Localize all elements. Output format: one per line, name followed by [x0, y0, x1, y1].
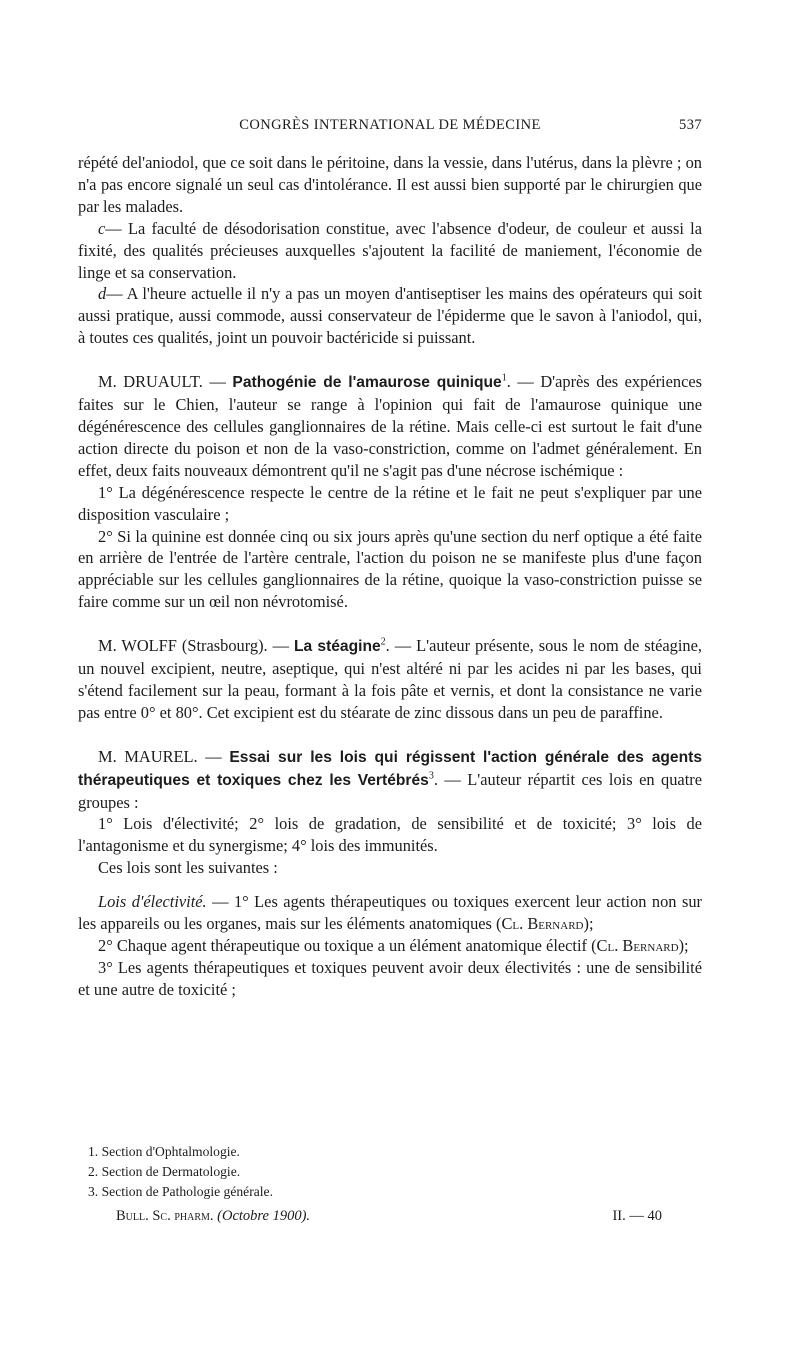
wolff-place: (Strasbourg). —: [176, 636, 294, 656]
maurel-law-2: [78, 935, 702, 957]
law-1-text: — 1° Les agents thérapeutiques ou toxiques exercent leur action non sur les appareils ou les organes, mais sur les éléments anatomiques (: [78, 892, 702, 934]
running-title: CONGRÈS INTERNATIONAL DE MÉDECINE: [239, 117, 541, 133]
law-label: Lois d'électivité.: [98, 892, 207, 912]
journal-date: (Octobre 1900).: [217, 1208, 311, 1224]
wolff-author: M. WOLFF: [98, 636, 177, 656]
druault-point-2: 2° Si la quinine est donnée cinq ou six jours après qu'une section du nerf optique a été faite en arrière de l'entrée de l'artère centrale, l'action du poison ne se manifeste plus d'une façon appréciable sur les cellules ganglionnaires de la rétine, quoique la vaso-constriction puisse se faire comme sur un œil non névrotomisé.: [78, 526, 702, 612]
wolff-title: La stéagine: [293, 638, 381, 656]
label-c: c: [98, 218, 106, 238]
wolff-text: . — L'auteur présente, sous le nom de stéagine, un nouvel excipient, neutre, aseptique, qui n'est altéré ni par les acides ni par les bases, qui s'étend facilement sur la peau, formant à la fois pâte et vernis, et dont la consistance ne varie pas entre 0° et 80°. Cet excipient est du stéarate de zinc dissous dans un peu de paraffine.: [78, 636, 702, 722]
druault-abstract: [78, 371, 702, 482]
druault-text: . — D'après des expériences faites sur le Chien, l'auteur se range à l'opinion qui fait de l'amaurose quinique une dégénérescence des cellules ganglionnaires de la rétine. Mais celle-ci est surtout le fait d'une action directe du poison et non de la vaso-constriction, comme on l'admet généralement. En effet, deux faits nouveaux démontrent qu'il ne s'agit pas d'une nécrose ischémique :: [78, 372, 703, 480]
label-d: d: [98, 284, 107, 304]
footnote-2: 2. Section de Dermatologie.: [88, 1164, 241, 1179]
text-d: — A l'heure actuelle il n'y a pas un moyen d'antiseptiser les mains des opérateurs qui soit aussi pratique, aussi commode, aussi conservateur de l'épiderme que le savon à l'aniodol, qui, à toutes ces qualités, joint un pouvoir bactéricide si puissant.: [78, 284, 702, 348]
druault-title: Pathogénie de l'amaurose quinique: [232, 374, 502, 392]
druault-author: M. DRUAULT.: [98, 372, 203, 392]
maurel-abstract: [78, 746, 702, 814]
maurel-intro: Ces lois sont les suivantes :: [98, 858, 278, 878]
footnote-1: 1. Section d'Ophtalmologie.: [88, 1144, 240, 1159]
law-1-ref: Cl. Bernard: [501, 914, 584, 934]
page-footer: [78, 1208, 702, 1230]
maurel-author: M. MAUREL.: [98, 746, 198, 766]
maurel-groups: 1° Lois d'électivité; 2° lois de gradation, de sensibilité et de toxicité; 3° lois de l'antagonisme et du synergisme; 4° lois des immunités.: [78, 814, 702, 856]
law-1-end: );: [583, 914, 594, 934]
continuation-paragraph: répété del'aniodol, que ce soit dans le péritoine, dans la vessie, dans l'utérus, dans la plèvre ; on n'a pas encore signalé un seul cas d'intolérance. Il est aussi bien supporté par le chirurgien que par les malades.: [78, 153, 702, 216]
footer-sheet: II. — 40: [612, 1208, 662, 1224]
journal-name: Bull. Sc. pharm.: [116, 1208, 214, 1224]
footnote-ref-2: 2: [380, 636, 386, 648]
wolff-abstract: [78, 635, 702, 724]
footnote-ref-1: 1: [501, 372, 507, 384]
running-head: [78, 117, 702, 137]
maurel-text: . — L'auteur répartit ces lois en quatre groupes :: [78, 769, 702, 812]
maurel-law-1: [78, 891, 702, 935]
footer-journal: [116, 1208, 310, 1225]
paragraph-d: [78, 283, 702, 349]
law-2-end: );: [678, 936, 689, 955]
druault-point-1: 1° La dégénérescence respecte le centre de la rétine et le fait ne peut s'expliquer par une disposition vasculaire ;: [78, 482, 702, 524]
maurel-title: Essai sur les lois qui régissent l'action générale des agents thérapeutiques et toxiques chez les Vertébrés: [78, 748, 702, 789]
paragraph-c: [78, 218, 702, 284]
maurel-law-3: 3° Les agents thérapeutiques et toxiques peuvent avoir deux électivités : une de sensibilité et une autre de toxicité ;: [78, 957, 702, 999]
page-number: 537: [679, 117, 702, 133]
footnote-ref-3: 3: [428, 770, 434, 782]
footnotes: [78, 1142, 702, 1202]
text-c: — La faculté de désodorisation constitue, avec l'absence d'odeur, de couleur et aussi la fixité, des qualités précieuses auxquelles s'ajoutent la facilité de maniement, l'économie de linge et sa conservation.: [78, 218, 702, 282]
law-2-ref: Cl. Bernard: [596, 936, 679, 955]
maurel-dash: —: [197, 746, 230, 766]
article-body: [78, 152, 702, 1001]
druault-dash: —: [202, 372, 233, 392]
law-2-text: 2° Chaque agent thérapeutique ou toxique a un élément anatomique électif (: [98, 936, 597, 955]
footnote-3: 3. Section de Pathologie générale.: [88, 1184, 273, 1199]
